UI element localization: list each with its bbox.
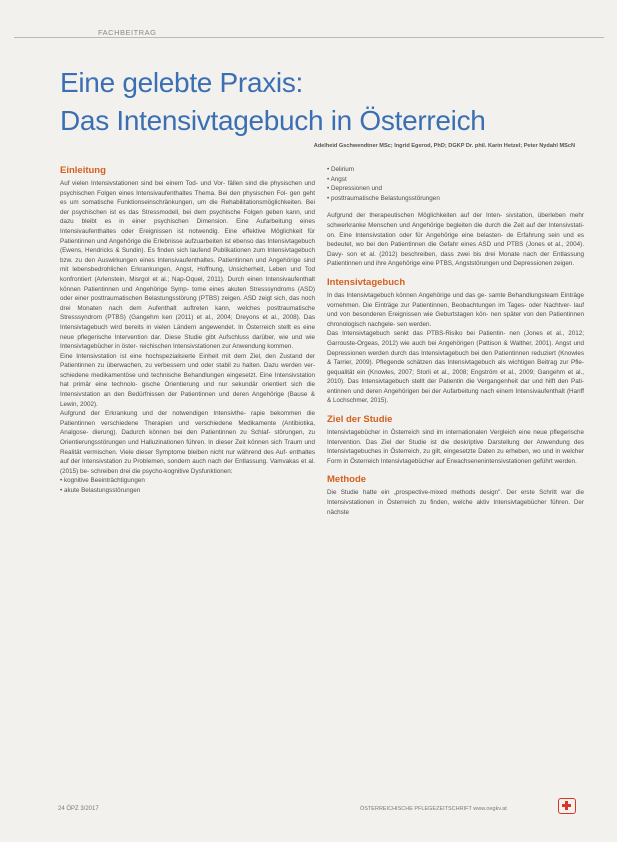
list-item: • akute Belastungsstörungen bbox=[60, 487, 141, 494]
article-title bbox=[60, 64, 580, 140]
page-number: 24 ÖPZ 3/2017 bbox=[58, 806, 99, 812]
article-authors: Adelheid Gschwendtner MSc; Ingrid Egerod, PhD; DGKP Dr. phil. Karin Hetzel; Peter Nydahl MScN bbox=[313, 143, 575, 149]
list-item: • posttraumatische Belastungsstörungen bbox=[327, 194, 440, 202]
left-paragraph-1: Auf vielen Intensivstationen sind bei einem Tod- und Vor- fällen sind die physischen und psychischen Folgen eines Intensivaufenthaltes Thema. Bei den physischen Fol- gen geht es um somatische Funktionseinschränkungen, um die Rehabilitationsmöglichkeiten. Bei der psychischen ist es das Stressmodell, bei dem psychische Folgen geben kann, und dazu bleibt es in einer psychischen Dimension. Eine Aufarbeitung eines Intensivaufenthaltes oder Ereignissen ist notwendig. Eine effektive Möglichkeit für Patientinnen und Angehörige die Erlebnisse aufzuarbeiten ist ebenso das Intensivtagebuch (Ewens, Hendricks & Sundin). Es finden sich laufend Publikationen zum Intensivtagebuch bzw. zu den Auswirkungen eines Intensivaufenthaltes. Patientinnen und Angehörige sind mit lebensbedrohlichen Erkrankungen, Angst, Hoffnung, Unsicherheit, Leben und Tod konfrontiert (Arlenstein, Misrgol et al.; Nap-Oquel, 2011). Durch einen Intensivaufenthalt können Patientinnen und Angehörige Symp- tome eines akuten Stresssyndroms (ASD) oder einer posttraumatischen Belastungsstörung (PTBS) zeigen. ASD zeigt sich, das noch drei Monaten nach dem Aufenthalt auftreten kann, welches posttraumatische Stresssyndrom (PTBS) (Gangehm ken (2011) et al., 2004; Dreyons et al., 2008). Das Intensivtagebuch wird bereits in vielen Ländern angewendet. In Österreich stellt es eine neue pflegerische Intervention dar. Diese Studie gibt Aufschluss darüber, wie und wie Intensivtagebücher in öster- reichischen Intensivstationen zur Anwendung kommen. bbox=[60, 180, 315, 351]
title-line-2: Das Intensivtagebuch in Österreich bbox=[60, 105, 486, 136]
heading-ziel-der-studie: Ziel der Studie bbox=[327, 414, 393, 426]
list-item: • Depressionen und bbox=[327, 185, 383, 193]
journal-footer: ÖSTERREICHISCHE PFLEGEZEITSCHRIFT www.oegkv.at bbox=[360, 806, 507, 812]
left-paragraph-3: Aufgrund der Erkrankung und der notwendigen Intensivthe- rapie bekommen die Patientinnen verschiedene Therapien und verschiedene Medikamente (Antibiotika, Analgose- dierung). Dadurch können bei den Patientinnen zu Schlaf- störungen, zu Orientierungsstörungen und Halluzinationen führen. In dieser Zeit können sich Traum und Realität vermischen. Viele dieser Symptome bleiben nicht nur während des Auf- enthaltes auf der Intensivstation zu Problemen, sondern auch nach der Entlassung. Vamvakas et al. (2015) be- schreiben drei die psycho-kognitive Dysfunktionen: bbox=[60, 410, 315, 475]
title-line-1: Eine gelebte Praxis: bbox=[60, 67, 304, 98]
left-bullet-list bbox=[60, 476, 315, 495]
right-bullet-list bbox=[327, 165, 584, 203]
right-column bbox=[327, 165, 584, 517]
right-paragraph-5: Die Studie hatte ein „prospective-mixed methods design". Der erste Schritt war die Intensivstationen in Österreich zu finden, welche aktiv Intensivtagebücher führen. Der nächste bbox=[327, 489, 584, 516]
heading-intensivtagebuch: Intensivtagebuch bbox=[327, 276, 406, 288]
right-paragraph-4: Intensivtagebücher in Österreich sind im internationalen Vergleich eine neue pflegerische Intervention. Das Ziel der Studie ist die deskriptive Darstellung der Anwendung des Intensivtagebuches in Österreich, zu gilt, eingesetzte Daten zu erheben, wo und in welcher Form in Österreich Intensivtagebücher auf Erwachsenenintensivstationen geführt werden. bbox=[327, 429, 584, 465]
list-item: • Angst bbox=[327, 175, 347, 183]
red-cross-logo-icon bbox=[558, 798, 576, 814]
left-column bbox=[60, 165, 315, 496]
left-paragraph-2: Eine Intensivstation ist eine hochspezialisierte Einheit mit dem Ziel, den Zustand der Patientinnen zu überwachen, zu verbessern und oder stabil zu halten. Dazu werden ver- schiedene medikamentöse und technische Behandlungen eingesetzt. Eine Intensivstation hat primär eine technolo- gische Orientierung und nur sekundär orientiert sich die Intensivstation an den Bedürfnissen der Patientinnen und deren Angehörige (Bause & Lewin, 2002). bbox=[60, 352, 315, 408]
section-rubric: FACHBEITRAG bbox=[92, 28, 162, 37]
right-paragraph-2: In das Intensivtagebuch können Angehörige und das ge- samte Behandlungsteam Einträge vornehmen. Die Einträge zur Patientinnen, Beobachtungen im Tages- oder Nachtver- lauf und von besonderen Ereignissen wie Geburtstagen kön- nen später von den Patientinnen chronologisch nachgele- sen werden. bbox=[327, 291, 584, 328]
rubric-divider bbox=[14, 37, 604, 38]
right-paragraph-1: Aufgrund der therapeutischen Möglichkeiten auf der Inten- sivstation, überleben mehr schwerkranke Menschen und Angehörige begleiten die durch die Zeit auf der Intensivstati- on. Eine Intensivstation oder für Angehörige eine belasten- de Erfahrung sein und es bedeutet, wo bei den Patientinnen die Gefahr eines ASD und PTBS (Jones et al., 2004). Davy- son et al. (2012) beschreiben, dass zwei bis drei Monate nach der Entlassung Patientinnen und ihre Angehörige eine PTBS, Angststörungen und Depressionen zeigen. bbox=[327, 212, 584, 268]
list-item: • kognitive Beeinträchtigungen bbox=[60, 477, 145, 485]
heading-einleitung: Einleitung bbox=[60, 165, 106, 176]
right-paragraph-3: Das Intensivtagebuch senkt das PTBS-Risiko bei Patientin- nen (Jones et al., 2012; Garrouste-Orgeas, 2012) wie auch bei Angehörigen (Pattison & Walther, 2001). Angst und Depressionen werden durch das Intensivtagebuch bei den Patientinnen reduziert (Knowles & Tarrier, 2009). Pflegende schätzen das Intensivtagebuch als wichtigen Beitrag zur Pfle- gequalität ein (Knowles, 2007; Storli et al., 2008; Engström et al., 2009; Gangehm et al., 2010). Das Intensivtagebuch stellt der Patientin die Vergangenheit dar und hilft den Pati- entinnen und deren Angehörigen bei der Aufarbeitung nach einem Intensivaufenthalt (Hanff & Lochschmer, 2015). bbox=[327, 330, 584, 405]
list-item: • Delirium bbox=[327, 166, 355, 173]
heading-methode: Methode bbox=[327, 474, 367, 486]
